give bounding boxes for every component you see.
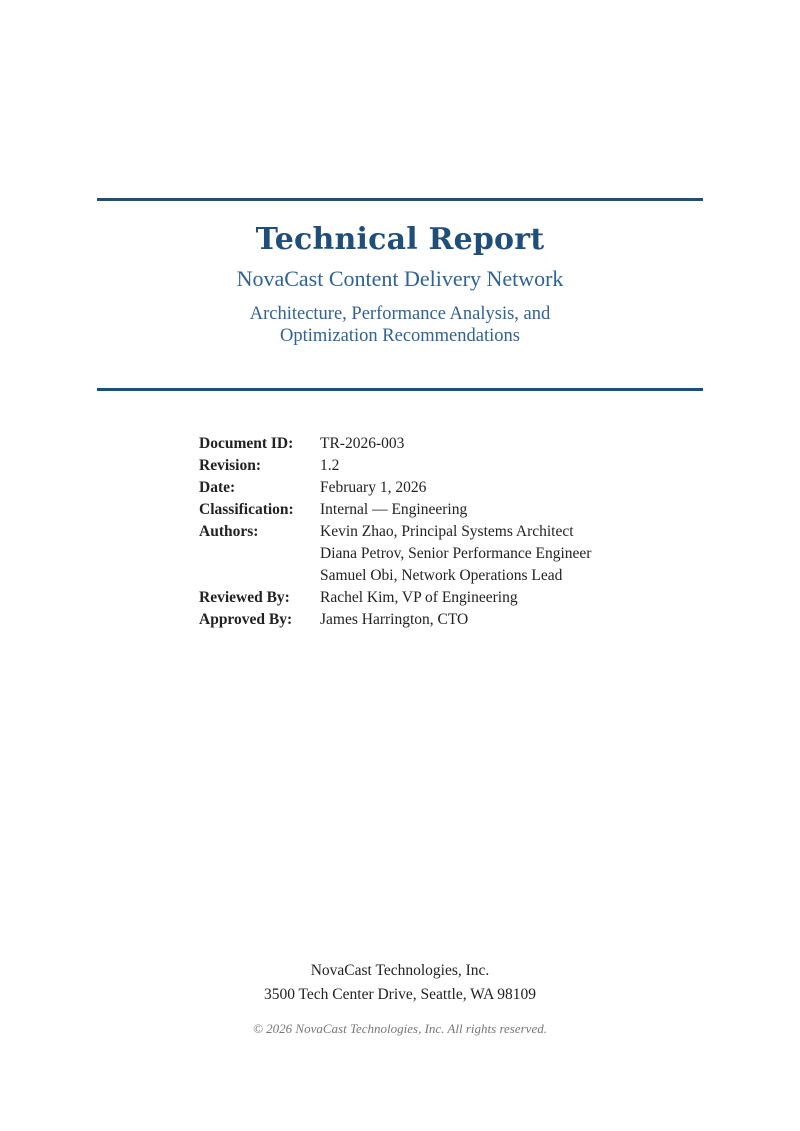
authors-label: Authors:	[199, 523, 259, 540]
report-title: Technical Report	[255, 222, 545, 257]
author-name: Samuel Obi, Network Operations Lead	[320, 567, 563, 584]
approved-by-label: Approved By:	[199, 611, 293, 628]
metadata-row-authors	[199, 521, 591, 543]
author-name: Kevin Zhao, Principal Systems Architect	[320, 523, 574, 540]
report-description-line: Architecture, Performance Analysis, and	[249, 304, 551, 324]
document-id-label: Document ID:	[199, 435, 294, 452]
reviewed-by-label: Reviewed By:	[199, 589, 290, 606]
metadata-row-revision	[199, 455, 591, 477]
metadata-row-date	[199, 477, 591, 499]
metadata-row-authors-cont	[199, 565, 591, 587]
metadata-row-classification	[199, 499, 591, 521]
document-id-value: TR-2026-003	[320, 435, 405, 452]
metadata-row-reviewed-by	[199, 587, 591, 609]
reviewed-by-value: Rachel Kim, VP of Engineering	[320, 589, 518, 606]
metadata-row-authors-cont	[199, 543, 591, 565]
report-description	[0, 303, 800, 347]
footer-company-name: NovaCast Technologies, Inc.	[310, 962, 490, 979]
revision-value: 1.2	[320, 457, 340, 474]
metadata-row-document-id	[199, 433, 591, 455]
date-value: February 1, 2026	[320, 479, 427, 496]
metadata-row-approved-by	[199, 609, 591, 631]
document-metadata	[199, 433, 591, 631]
approved-by-value: James Harrington, CTO	[320, 611, 469, 628]
revision-label: Revision:	[199, 457, 261, 474]
classification-label: Classification:	[199, 501, 294, 518]
authors-label-spacer	[199, 565, 320, 587]
author-name: Diana Petrov, Senior Performance Engineer	[320, 545, 592, 562]
footer-address: 3500 Tech Center Drive, Seattle, WA 98109	[263, 986, 537, 1003]
top-divider	[97, 198, 703, 201]
footer-copyright: © 2026 NovaCast Technologies, Inc. All rights reserved.	[253, 1021, 547, 1036]
report-subtitle: NovaCast Content Delivery Network	[236, 266, 564, 291]
report-description-line: Optimization Recommendations	[280, 326, 520, 346]
date-label: Date:	[199, 479, 236, 496]
bottom-divider	[97, 388, 703, 391]
authors-label-spacer	[199, 543, 320, 565]
classification-value: Internal — Engineering	[320, 501, 468, 518]
